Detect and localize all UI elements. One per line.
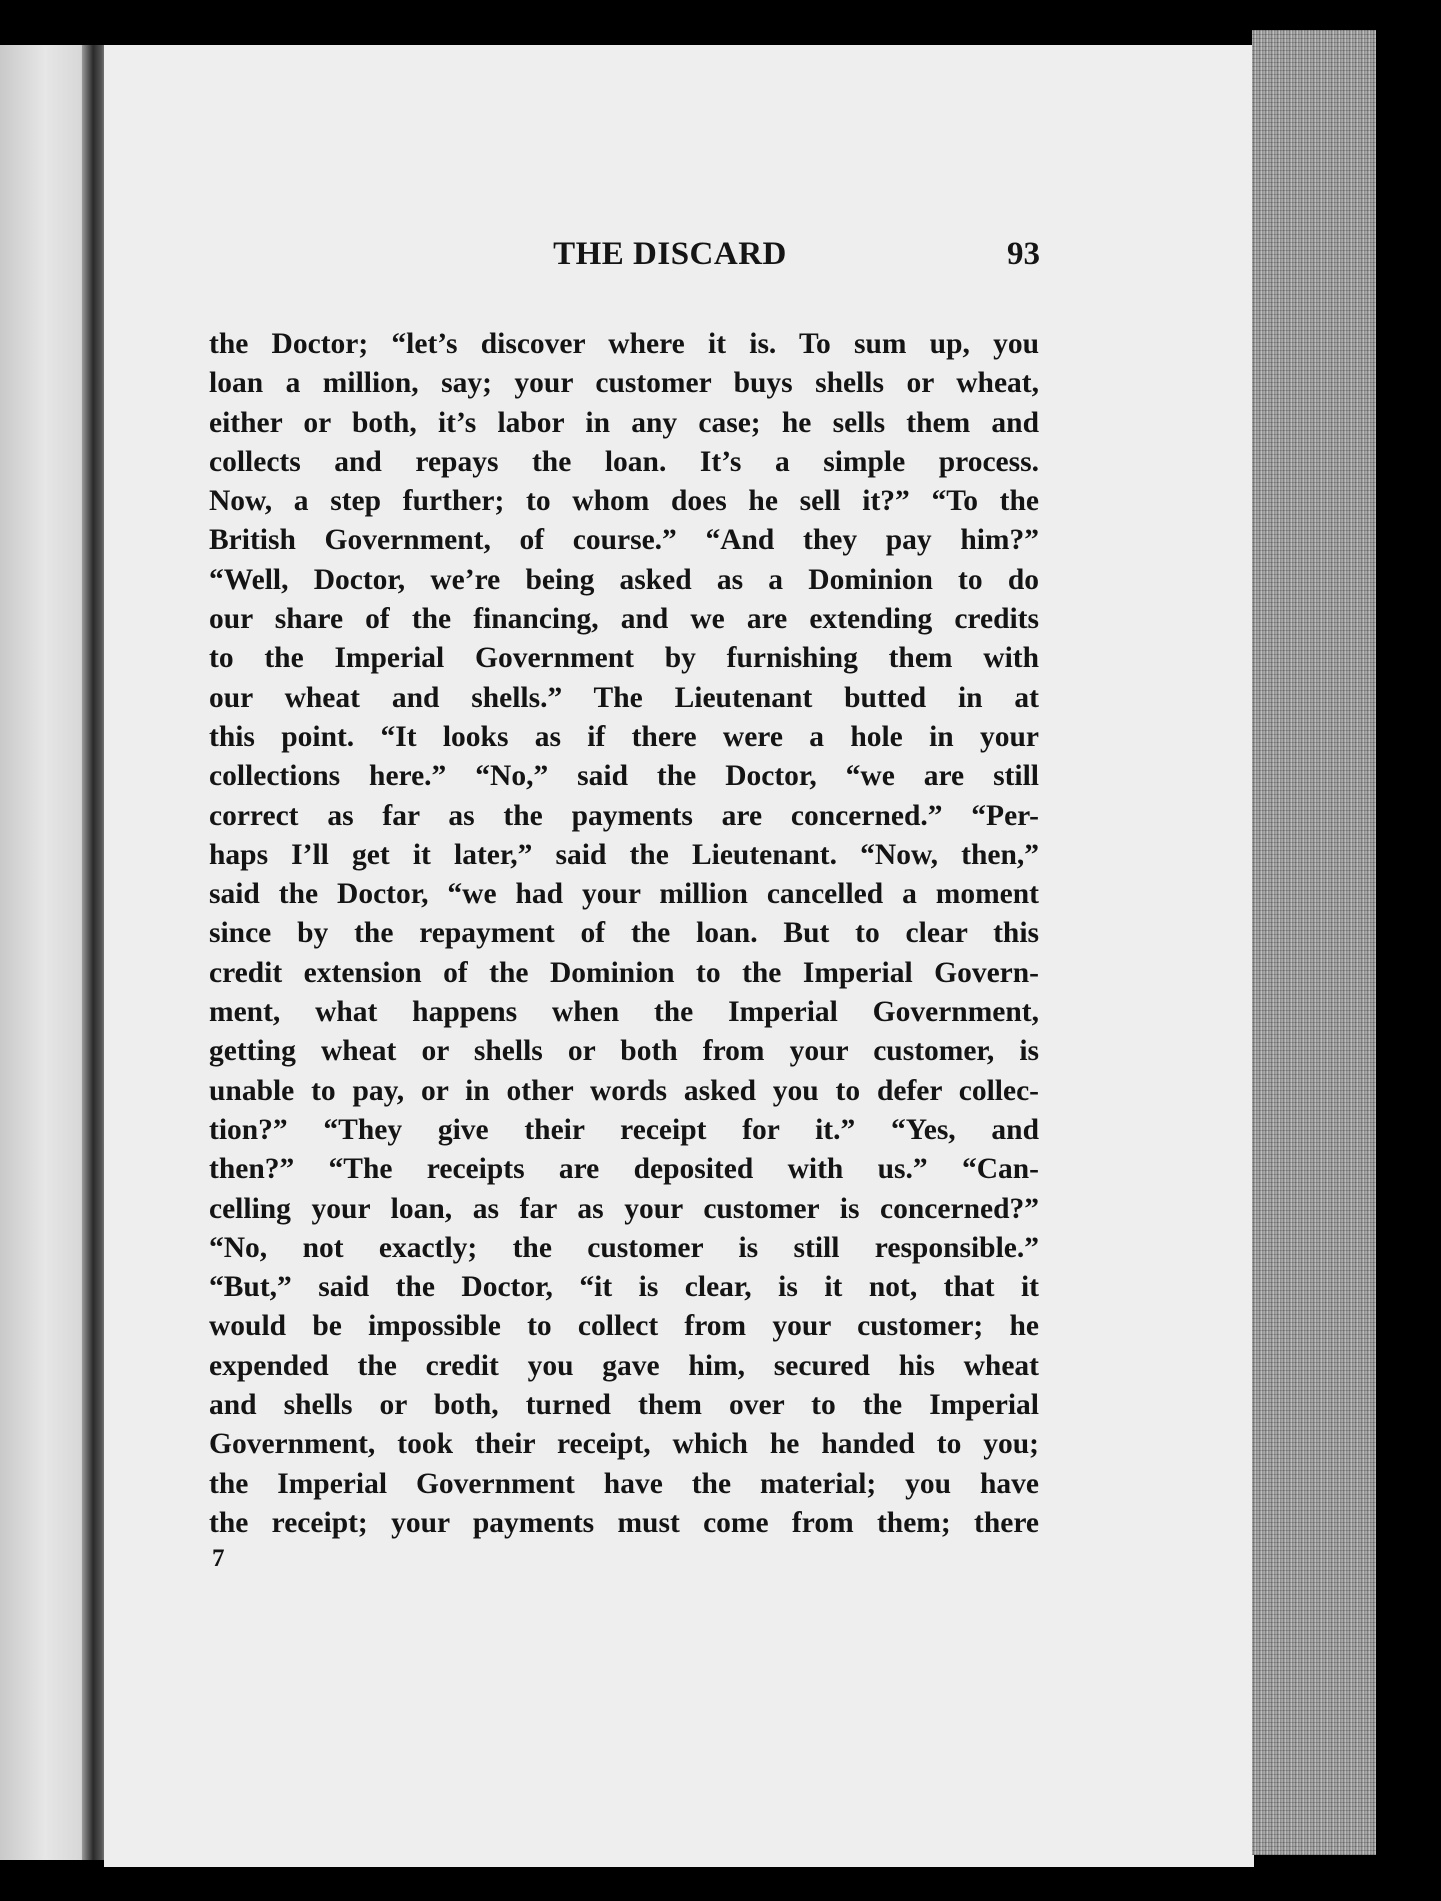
- text-line: our wheat and shells.” The Lieutenant butted in at: [209, 681, 1039, 714]
- text-line: the Doctor; “let’s discover where it is. To sum up, you: [209, 328, 1039, 360]
- text-line: since by the repayment of the loan. But to clear this: [209, 917, 1039, 950]
- text-line: haps I’ll get it later,” said the Lieutenant. “Now, then,”: [209, 838, 1039, 871]
- page-number: 93: [1007, 236, 1040, 272]
- page-fore-edge: [1252, 30, 1376, 1855]
- text-line: loan a million, say; your customer buys shells or wheat,: [209, 367, 1039, 400]
- text-line: correct as far as the payments are concerned.” “Per-: [209, 799, 1039, 832]
- text-line: either or both, it’s labor in any case; he sells them and: [209, 406, 1039, 439]
- text-line: tion?” “They give their receipt for it.” “Yes, and: [209, 1113, 1039, 1146]
- text-line: getting wheat or shells or both from your customer, is: [209, 1035, 1039, 1068]
- text-line: Now, a step further; to whom does he sell it?” “To the: [209, 485, 1039, 518]
- text-line: the receipt; your payments must come from them; there: [209, 1506, 1039, 1539]
- running-title: THE DISCARD: [553, 236, 787, 272]
- text-line: and shells or both, turned them over to the Imperial: [209, 1389, 1039, 1422]
- text-line: would be impossible to collect from your customer; he: [209, 1310, 1039, 1343]
- text-line: to the Imperial Government by furnishing them with: [209, 642, 1039, 675]
- text-line: the Imperial Government have the material; you have: [209, 1467, 1039, 1500]
- text-line: said the Doctor, “we had your million cancelled a moment: [209, 878, 1039, 911]
- text-line: celling your loan, as far as your customer is concerned?”: [209, 1192, 1039, 1225]
- text-line: ment, what happens when the Imperial Government,: [209, 996, 1039, 1029]
- text-line: unable to pay, or in other words asked you to defer collec-: [209, 1074, 1039, 1107]
- text-line: our share of the financing, and we are extending credits: [209, 603, 1039, 636]
- signature-mark: 7: [212, 1545, 225, 1573]
- text-line: collections here.” “No,” said the Doctor, “we are still: [209, 760, 1039, 793]
- text-line: “But,” said the Doctor, “it is clear, is it not, that it: [209, 1271, 1039, 1304]
- text-line: “Well, Doctor, we’re being asked as a Dominion to do: [209, 563, 1039, 596]
- text-line: Government, took their receipt, which he handed to you;: [209, 1428, 1039, 1461]
- text-line: collects and repays the loan. It’s a simple process.: [209, 445, 1039, 478]
- text-line: “No, not exactly; the customer is still responsible.”: [209, 1231, 1039, 1264]
- text-line: expended the credit you gave him, secured his wheat: [209, 1349, 1039, 1382]
- body-text: [209, 325, 1039, 1543]
- running-header: [211, 236, 1045, 286]
- text-line: this point. “It looks as if there were a hole in your: [209, 720, 1039, 753]
- text-line: then?” “The receipts are deposited with us.” “Can-: [209, 1153, 1039, 1186]
- text-line: credit extension of the Dominion to the Imperial Govern-: [209, 956, 1039, 989]
- text-line: British Government, of course.” “And they pay him?”: [209, 524, 1039, 557]
